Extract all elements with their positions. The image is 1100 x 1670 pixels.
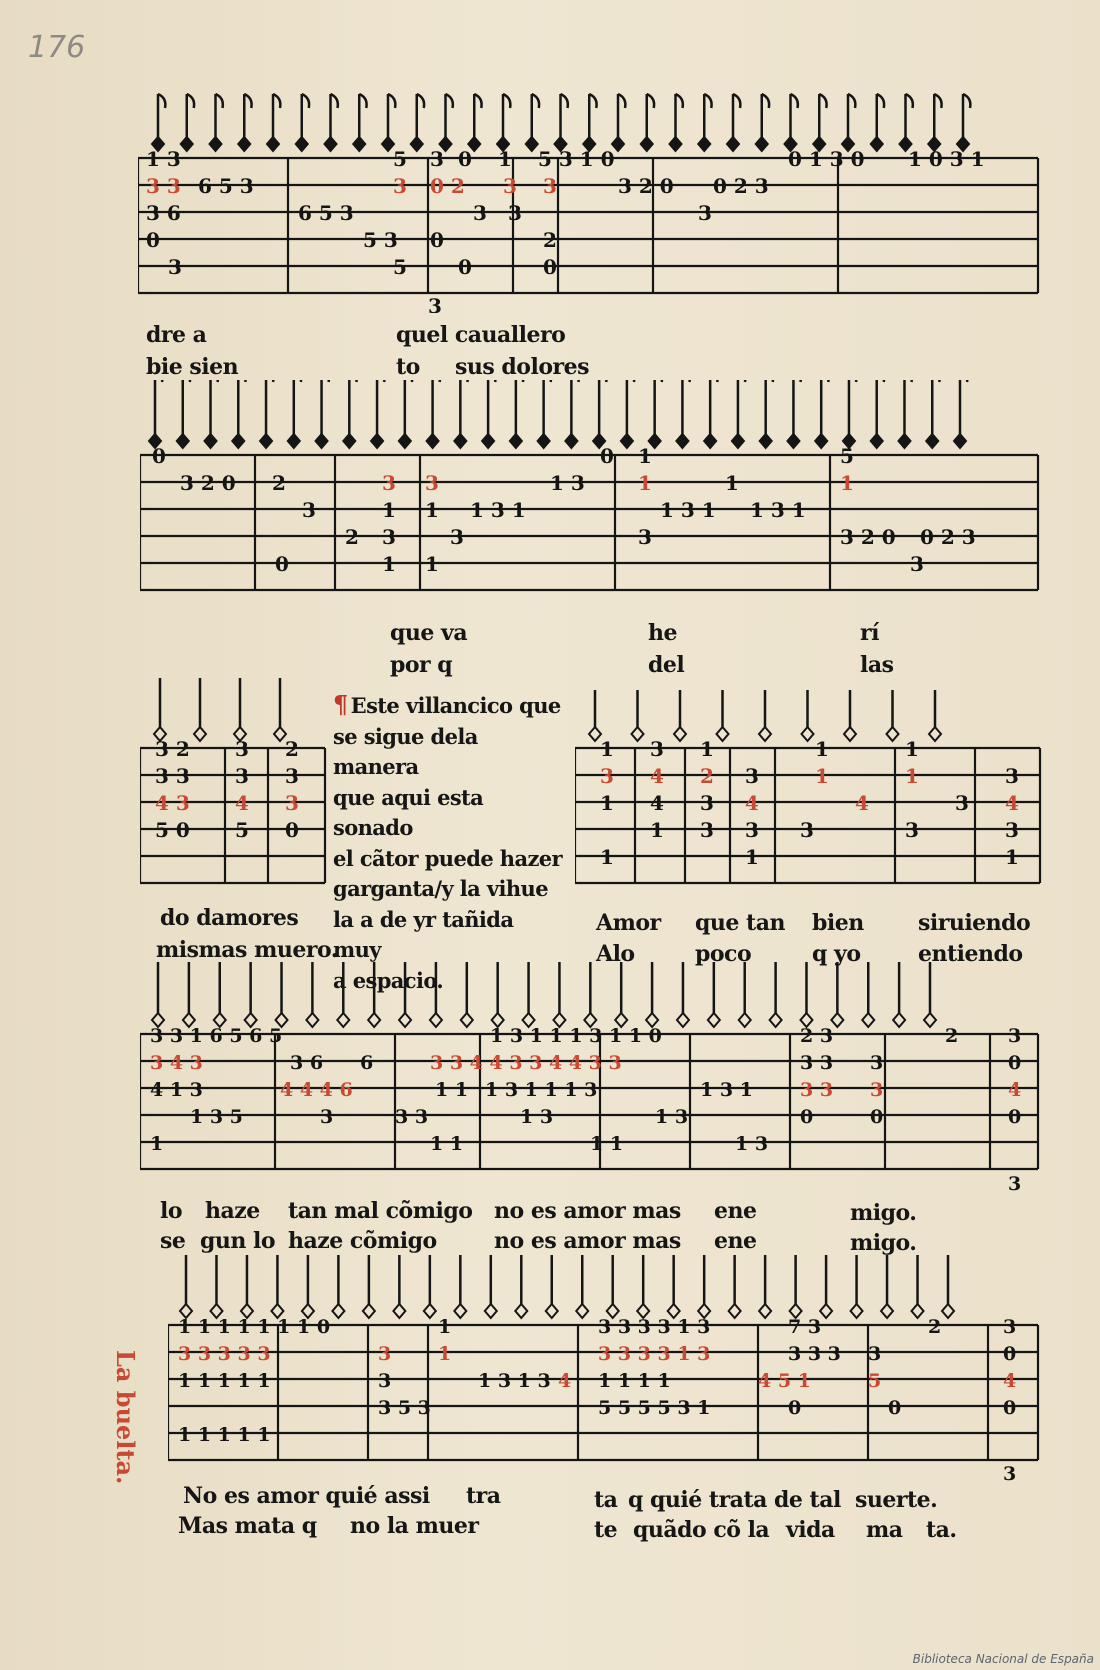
tablature-staff-4: [140, 962, 1045, 1202]
svg-text:1 3 1: 1 3 1: [660, 498, 716, 522]
svg-text:3 3 3: 3 3 3: [788, 1343, 841, 1365]
svg-text:4 5 1: 4 5 1: [758, 1370, 811, 1392]
svg-text:1 1: 1 1: [430, 1133, 464, 1155]
lyric-s3-l2-b: Alo: [596, 941, 635, 967]
svg-text:5: 5: [393, 147, 407, 171]
tablature-staff-1: [138, 88, 1043, 313]
svg-text:5: 5: [840, 444, 854, 468]
tablature-system-1: [138, 88, 1043, 313]
svg-text:3: 3: [955, 791, 969, 815]
svg-text:3: 3: [320, 1106, 334, 1128]
svg-text:0: 0: [1008, 1106, 1022, 1128]
svg-text:0 2: 0 2: [430, 174, 465, 198]
tablature-staff-3b: [575, 690, 1045, 910]
lyric-s5-l1-d: q quié trata de tal: [628, 1487, 841, 1513]
svg-text:1 1: 1 1: [435, 1079, 469, 1101]
svg-text:0: 0: [458, 147, 472, 171]
lyric-s5-l1-c: ta: [594, 1487, 618, 1513]
svg-text:4 3: 4 3: [155, 791, 190, 815]
svg-text:3: 3: [600, 764, 614, 788]
svg-text:1: 1: [638, 471, 652, 495]
svg-text:3: 3: [302, 498, 316, 522]
svg-text:3: 3: [638, 525, 652, 549]
svg-text:3: 3: [698, 201, 712, 225]
svg-text:4: 4: [558, 1370, 572, 1392]
svg-text:4 4 4 6: 4 4 4 6: [280, 1079, 353, 1101]
tablature-system-4: [140, 962, 1045, 1202]
svg-text:1: 1: [600, 845, 614, 869]
lyric-s3-l1-c: que tan: [695, 910, 785, 936]
note-line-5: garganta/y la vihue: [333, 876, 548, 901]
svg-text:5 0: 5 0: [155, 818, 190, 842]
svg-text:2: 2: [700, 764, 714, 788]
svg-text:3: 3: [870, 1079, 884, 1101]
svg-text:3: 3: [378, 1343, 392, 1365]
svg-text:1 3 5: 1 3 5: [190, 1106, 243, 1128]
tablature-system-2: [140, 380, 1045, 610]
svg-text:5 3 1 0: 5 3 1 0: [538, 147, 615, 171]
lyric-s3-l1-b: Amor: [596, 910, 661, 936]
svg-text:3: 3: [910, 552, 924, 576]
svg-text:3 6: 3 6: [146, 201, 181, 225]
svg-text:3: 3: [503, 174, 517, 198]
lyric-s2-l1-b: he: [648, 620, 677, 646]
svg-text:3: 3: [425, 471, 439, 495]
svg-text:1: 1: [905, 764, 919, 788]
note-line-6: la a de yr tañida muy: [333, 906, 514, 962]
lyric-s1-l1-a: dre a: [146, 322, 207, 348]
svg-text:3 2 0: 3 2 0: [180, 471, 236, 495]
svg-text:0: 0: [430, 228, 444, 252]
svg-text:1: 1: [438, 1316, 452, 1338]
svg-text:3: 3: [430, 147, 444, 171]
svg-text:3 3 3 3 3: 3 3 3 3 3: [178, 1343, 271, 1365]
svg-text:1 3: 1 3: [550, 471, 585, 495]
svg-text:0: 0: [888, 1397, 902, 1419]
svg-text:1: 1: [815, 737, 829, 761]
svg-text:0: 0: [600, 444, 614, 468]
svg-text:1: 1: [150, 1133, 164, 1155]
lyric-s5-l2-d: quãdo cõ la: [633, 1517, 770, 1543]
lyric-s3-l1-e: siruiendo: [918, 910, 1031, 936]
lyric-s1-l2-c: sus dolores: [455, 354, 589, 380]
svg-text:4: 4: [235, 791, 249, 815]
svg-text:0: 0: [146, 228, 160, 252]
svg-text:5 5 5 5 3 1: 5 5 5 5 3 1: [598, 1397, 711, 1419]
svg-text:6 5 3: 6 5 3: [198, 174, 254, 198]
svg-text:3 3: 3 3: [395, 1106, 429, 1128]
svg-text:1: 1: [498, 147, 512, 171]
lyric-s5-l2-e: vida: [786, 1517, 835, 1543]
svg-text:0: 0: [275, 552, 289, 576]
svg-text:1: 1: [905, 737, 919, 761]
svg-text:3 4 3: 3 4 3: [150, 1052, 203, 1074]
note-line-7: a espacio.: [333, 967, 444, 993]
lyric-s4-l1-d: no es amor mas: [494, 1198, 681, 1224]
svg-text:3 3 3 3 1 3: 3 3 3 3 1 3: [598, 1316, 711, 1338]
svg-text:2: 2: [272, 471, 286, 495]
lyric-s4-l1-a: lo: [160, 1198, 183, 1224]
svg-text:3 5 3: 3 5 3: [378, 1397, 431, 1419]
svg-text:3: 3: [1005, 764, 1019, 788]
svg-text:2: 2: [345, 525, 359, 549]
svg-text:3 3 4 4 3 3 4 4 3 3: 3 3 4 4 3 3 4 4 3 3: [430, 1052, 622, 1074]
svg-text:0: 0: [458, 255, 472, 279]
la-buelta-label: La buelta.: [111, 1350, 140, 1485]
svg-text:1: 1: [840, 471, 854, 495]
lyric-s5-l2-c: te: [594, 1517, 618, 1543]
svg-text:1 3: 1 3: [146, 147, 181, 171]
svg-text:1: 1: [650, 818, 664, 842]
lyric-s4-l2-d: no es amor mas: [494, 1228, 681, 1254]
svg-text:3 3: 3 3: [155, 764, 190, 788]
svg-text:3: 3: [700, 818, 714, 842]
svg-text:3: 3: [1005, 818, 1019, 842]
note-line-4: el cãtor puede hazer: [333, 845, 563, 871]
villancico-note: [333, 690, 563, 996]
svg-text:0: 0: [152, 444, 166, 468]
svg-text:2: 2: [945, 1025, 959, 1047]
lyric-s2-l1-a: que va: [390, 620, 468, 646]
svg-text:5: 5: [235, 818, 249, 842]
svg-text:4 1 3: 4 1 3: [150, 1079, 203, 1101]
svg-text:1: 1: [745, 845, 759, 869]
svg-text:3: 3: [393, 174, 407, 198]
library-footer: Biblioteca Nacional de España: [912, 1652, 1094, 1666]
tablature-staff-5: [168, 1255, 1048, 1495]
svg-text:2: 2: [543, 228, 557, 252]
svg-text:3 3: 3 3: [800, 1079, 834, 1101]
lyric-s5-l1-b: tra: [466, 1483, 501, 1509]
svg-text:3: 3: [508, 201, 522, 225]
svg-text:0: 0: [1008, 1052, 1022, 1074]
svg-text:3: 3: [1008, 1025, 1022, 1047]
lyric-s3-l2-e: entiendo: [918, 941, 1023, 967]
svg-text:2: 2: [285, 737, 299, 761]
svg-text:4: 4: [745, 791, 759, 815]
svg-text:5: 5: [393, 255, 407, 279]
svg-text:3: 3: [428, 294, 442, 313]
svg-text:7 3: 7 3: [788, 1316, 822, 1338]
svg-text:1 1 1 1 1: 1 1 1 1 1: [178, 1424, 271, 1446]
tablature-system-3b: [575, 690, 1045, 910]
lyric-s5-l1-a: No es amor quié assi: [183, 1483, 430, 1509]
svg-text:1 3 1: 1 3 1: [700, 1079, 753, 1101]
svg-text:0: 0: [870, 1106, 884, 1128]
note-line-3: que aqui esta sonado: [333, 784, 484, 840]
lyric-s4-l2-c: haze cõmigo: [288, 1228, 437, 1254]
lyric-s1-l2-b: to: [396, 354, 420, 380]
svg-text:1: 1: [815, 764, 829, 788]
svg-text:0: 0: [285, 818, 299, 842]
lyric-s5-l2-a: Mas mata q: [178, 1513, 317, 1539]
svg-text:3 2: 3 2: [155, 737, 190, 761]
svg-text:2: 2: [928, 1316, 942, 1338]
svg-text:1 1 1 1: 1 1 1 1: [598, 1370, 671, 1392]
lyric-s2-l1-c: rí: [860, 620, 879, 646]
svg-text:0 1 3 0: 0 1 3 0: [788, 147, 865, 171]
svg-text:3: 3: [650, 737, 664, 761]
tablature-staff-2: [140, 380, 1045, 610]
svg-text:1: 1: [600, 791, 614, 815]
svg-text:3: 3: [868, 1343, 882, 1365]
lyric-s3-l2-d: q yo: [812, 941, 861, 967]
svg-text:0: 0: [788, 1397, 802, 1419]
lyric-s2-l2-b: del: [648, 652, 685, 678]
svg-text:3: 3: [473, 201, 487, 225]
svg-text:3: 3: [800, 818, 814, 842]
svg-text:3 6: 3 6: [290, 1052, 324, 1074]
svg-text:3: 3: [745, 818, 759, 842]
tablature-system-5: [168, 1255, 1048, 1495]
svg-text:1: 1: [725, 471, 739, 495]
svg-text:0: 0: [543, 255, 557, 279]
svg-text:4: 4: [650, 764, 664, 788]
svg-text:4: 4: [1008, 1079, 1022, 1101]
svg-text:1: 1: [382, 498, 396, 522]
svg-text:3: 3: [382, 471, 396, 495]
svg-text:1 1 1 1 1: 1 1 1 1 1: [178, 1370, 271, 1392]
note-line-1: Este villancico que: [350, 693, 561, 718]
lyric-s3-l1-d: bien: [812, 910, 864, 936]
lyric-s5-l2-g: ta.: [926, 1517, 957, 1543]
svg-text:2 3: 2 3: [800, 1025, 834, 1047]
svg-text:3: 3: [1003, 1316, 1017, 1338]
svg-text:1 1 1 1 1 1 1 0: 1 1 1 1 1 1 1 0: [178, 1316, 331, 1338]
svg-text:3 2 0: 3 2 0: [840, 525, 896, 549]
svg-text:3: 3: [543, 174, 557, 198]
lyric-s4-l2-f: migo.: [850, 1230, 917, 1256]
svg-text:3: 3: [285, 764, 299, 788]
lyric-s2-l2-a: por q: [390, 652, 453, 678]
lyric-s4-l1-e: ene: [714, 1198, 757, 1224]
svg-text:3 3 3 3 1 3: 3 3 3 3 1 3: [598, 1343, 711, 1365]
svg-text:3: 3: [700, 791, 714, 815]
svg-text:3 3 1 6 5 6 5: 3 3 1 6 5 6 5: [150, 1025, 283, 1047]
svg-text:1: 1: [1005, 845, 1019, 869]
svg-text:1 3 1: 1 3 1: [750, 498, 806, 522]
svg-text:6 5 3: 6 5 3: [298, 201, 354, 225]
lyric-s4-l2-e: ene: [714, 1228, 757, 1254]
svg-text:3: 3: [870, 1052, 884, 1074]
svg-text:1 1: 1 1: [590, 1133, 624, 1155]
svg-text:1: 1: [600, 737, 614, 761]
svg-text:1: 1: [700, 737, 714, 761]
svg-text:1 3: 1 3: [520, 1106, 554, 1128]
lyric-s3-l2-c: poco: [695, 941, 752, 967]
svg-text:3: 3: [382, 525, 396, 549]
svg-text:1 3: 1 3: [655, 1106, 689, 1128]
tablature-staff-3a: [140, 678, 330, 898]
lyric-s4-l1-f: migo.: [850, 1200, 917, 1226]
svg-text:0: 0: [1003, 1397, 1017, 1419]
svg-text:3: 3: [378, 1370, 392, 1392]
lyric-s4-l1-b: haze: [205, 1198, 260, 1224]
tablature-system-3a: [140, 678, 330, 898]
svg-text:0 2 3: 0 2 3: [920, 525, 976, 549]
svg-text:1: 1: [425, 552, 439, 576]
lyric-s5-l1-e: suerte.: [855, 1487, 938, 1513]
svg-text:0: 0: [1003, 1343, 1017, 1365]
svg-text:1 3 1 3: 1 3 1 3: [478, 1370, 551, 1392]
svg-text:5: 5: [868, 1370, 882, 1392]
svg-text:3: 3: [235, 737, 249, 761]
lyric-s3-l2-a: mismas muero.: [156, 937, 338, 963]
svg-text:3 3: 3 3: [800, 1052, 834, 1074]
lyric-s4-l1-c: tan mal cõmigo: [288, 1198, 473, 1224]
page-number: 176: [28, 30, 86, 65]
pilcrow-icon: ¶: [333, 690, 348, 719]
svg-text:4: 4: [1005, 791, 1019, 815]
note-line-2: se sigue dela manera: [333, 723, 478, 779]
svg-text:0: 0: [800, 1106, 814, 1128]
lyric-s4-l2-a: se: [160, 1228, 186, 1254]
svg-text:3: 3: [1003, 1463, 1017, 1485]
svg-text:1 3 1: 1 3 1: [470, 498, 526, 522]
svg-text:3: 3: [168, 255, 182, 279]
svg-text:1: 1: [382, 552, 396, 576]
svg-text:3: 3: [1008, 1173, 1022, 1195]
svg-text:1: 1: [638, 444, 652, 468]
svg-text:0 2 3: 0 2 3: [713, 174, 769, 198]
svg-text:3: 3: [450, 525, 464, 549]
svg-text:6: 6: [360, 1052, 374, 1074]
svg-text:3: 3: [905, 818, 919, 842]
svg-text:3 3: 3 3: [146, 174, 181, 198]
svg-text:1 3 1 1 1 3 1 1 0: 1 3 1 1 1 3 1 1 0: [490, 1025, 662, 1047]
svg-text:1 0 3 1: 1 0 3 1: [908, 147, 985, 171]
svg-text:3: 3: [285, 791, 299, 815]
lyric-s5-l2-f: ma: [866, 1517, 903, 1543]
svg-text:4: 4: [1003, 1370, 1017, 1392]
svg-text:4: 4: [855, 791, 869, 815]
svg-text:3: 3: [235, 764, 249, 788]
svg-text:5 3: 5 3: [363, 228, 398, 252]
svg-text:3: 3: [745, 764, 759, 788]
lyric-s4-l2-b: gun lo: [200, 1228, 276, 1254]
svg-text:4: 4: [650, 791, 664, 815]
lyric-s5-l2-b: no la muer: [350, 1513, 479, 1539]
lyric-s1-l2-a: bie sien: [146, 354, 239, 380]
svg-text:3 2 0: 3 2 0: [618, 174, 674, 198]
svg-text:1: 1: [425, 498, 439, 522]
lyric-s3-l1-a: do damores: [160, 905, 299, 931]
svg-text:1: 1: [438, 1343, 452, 1365]
lyric-s2-l2-c: las: [860, 652, 894, 678]
svg-text:1 3: 1 3: [735, 1133, 769, 1155]
lyric-s1-l1-b: quel cauallero: [396, 322, 566, 348]
svg-text:1 3 1 1 1 3: 1 3 1 1 1 3: [485, 1079, 598, 1101]
